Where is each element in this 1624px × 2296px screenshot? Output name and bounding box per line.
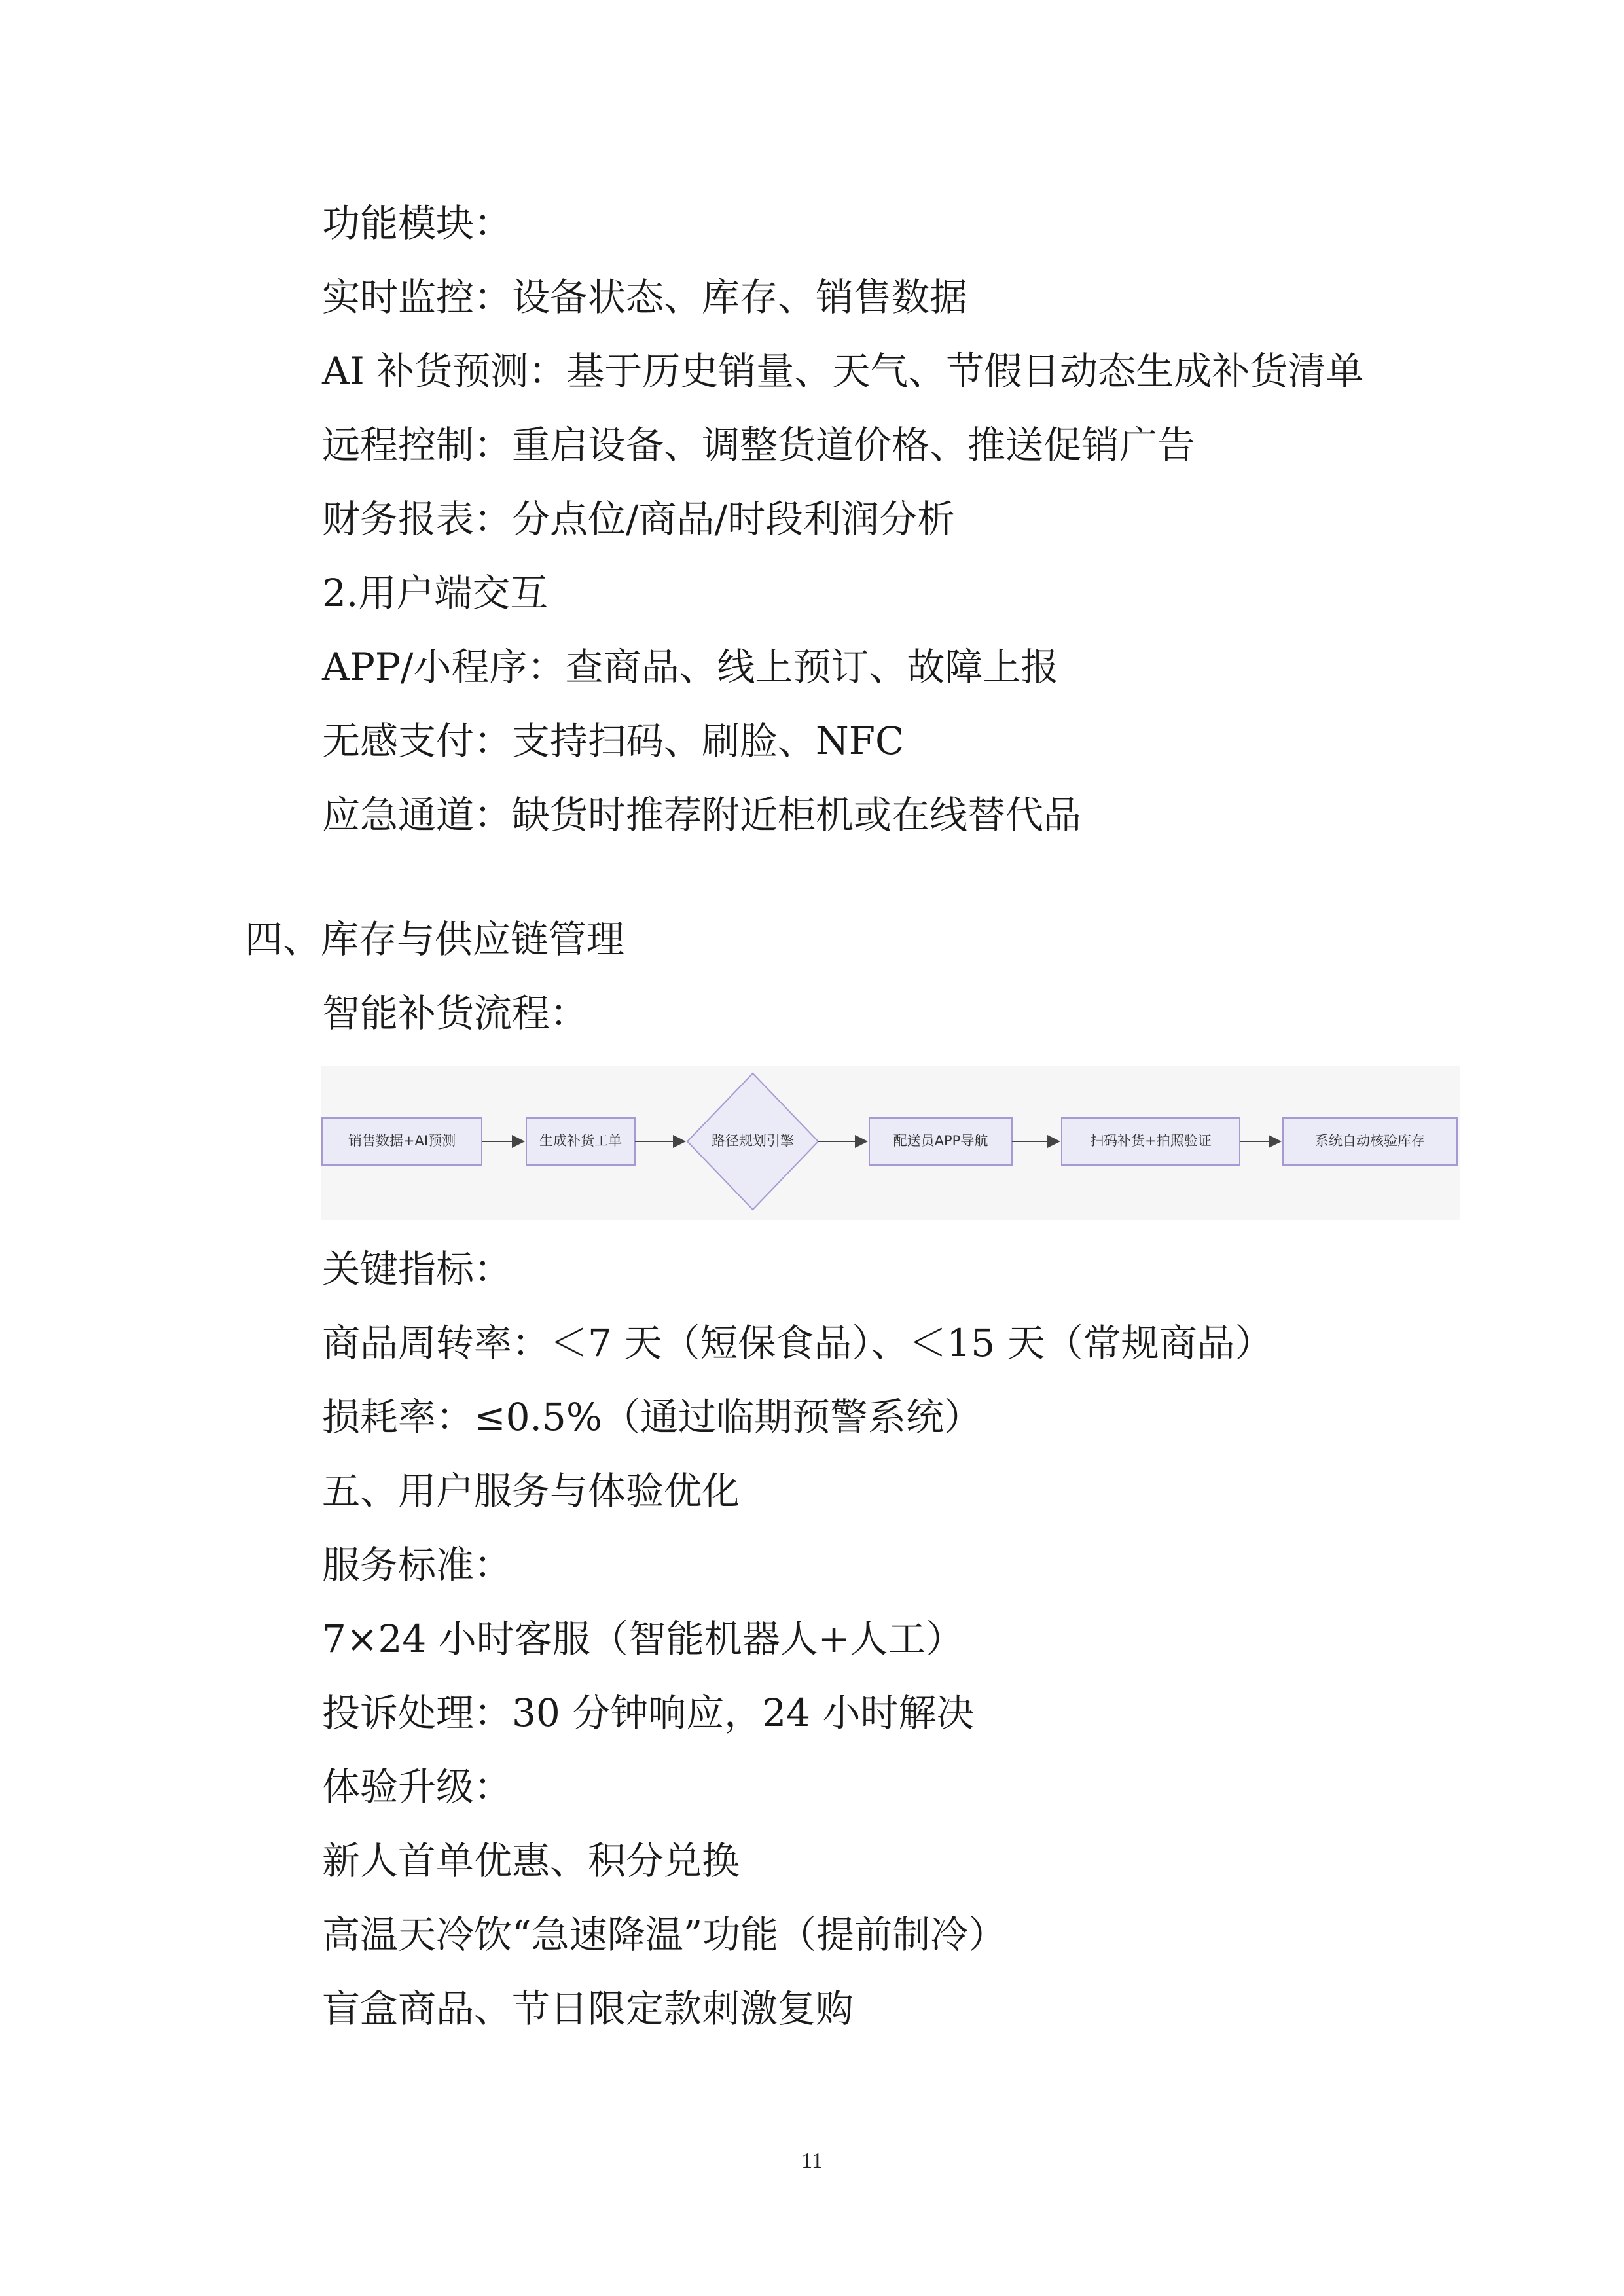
user-interaction-title: 2.用户端交互: [322, 571, 549, 615]
upgrade-item: 新人首单优惠、积分兑换: [322, 1839, 740, 1883]
replenishment-flowchart: [321, 1066, 1460, 1220]
flow-node-label: 生成补货工单: [539, 1133, 622, 1149]
replenish-title: 智能补货流程：: [322, 991, 588, 1035]
flow-node-label: 路径规划引擎: [712, 1133, 794, 1149]
user-item: 无感支付：支持扫码、刷脸、NFC: [322, 719, 905, 763]
service-item: 投诉处理：30 分钟响应，24 小时解决: [322, 1691, 975, 1735]
upgrade-title: 体验升级：: [322, 1765, 513, 1809]
service-item: 7×24 小时客服（智能机器人+人工）: [322, 1617, 964, 1661]
upgrade-item: 盲盒商品、节日限定款刺激复购: [322, 1986, 854, 2031]
service-title: 服务标准：: [322, 1543, 513, 1587]
flow-node-label: 扫码补货+拍照验证: [1090, 1133, 1212, 1149]
page-number: 11: [801, 2149, 823, 2173]
kpi-item: 损耗率：≤0.5%（通过临期预警系统）: [322, 1395, 982, 1439]
modules-title: 功能模块：: [322, 201, 513, 245]
flow-node-label: 配送员APP导航: [893, 1133, 988, 1149]
section-heading-four: 四、库存与供应链管理: [245, 917, 625, 961]
kpi-title: 关键指标：: [322, 1247, 513, 1291]
flowchart-svg: [321, 1066, 1460, 1220]
flow-node-label: 销售数据+AI预测: [348, 1133, 456, 1149]
user-item: 应急通道：缺货时推荐附近柜机或在线替代品: [322, 793, 1082, 837]
module-item: AI 补货预测：基于历史销量、天气、节假日动态生成补货清单: [322, 349, 1364, 393]
user-item: APP/小程序：查商品、线上预订、故障上报: [322, 645, 1059, 689]
module-item: 财务报表：分点位/商品/时段利润分析: [322, 497, 956, 541]
module-item: 实时监控：设备状态、库存、销售数据: [322, 275, 968, 319]
kpi-item: 商品周转率：＜7 天（短保食品）、＜15 天（常规商品）: [322, 1321, 1273, 1365]
section-heading-five: 五、用户服务与体验优化: [322, 1469, 740, 1513]
module-item: 远程控制：重启设备、调整货道价格、推送促销广告: [322, 423, 1196, 467]
upgrade-item: 高温天冷饮“急速降温”功能（提前制冷）: [322, 1912, 1007, 1957]
flow-node-label: 系统自动核验库存: [1315, 1133, 1425, 1149]
